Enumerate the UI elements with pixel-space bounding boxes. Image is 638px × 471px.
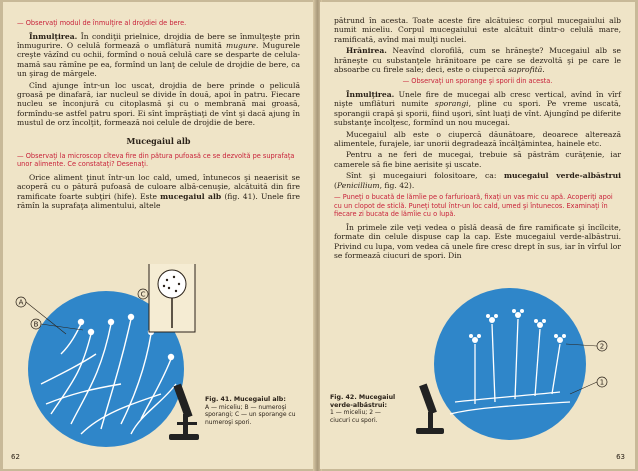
- paragraph-text: .: [542, 65, 545, 75]
- paragraph-text: Unele fire de mucegai alb cresc vertical, avînd în vîrf nişte umflături numite: [334, 90, 621, 109]
- paragraph-mycelium: pătrund în acesta. Toate aceste fire alcătuiesc corpul mucegaiului alb numit miceliu. Corpul mucegaiului este alcătuit dintr-o celulă mare, ramificată, avînd mai mulţi nuclei.: [334, 16, 621, 44]
- label-1: 1: [599, 378, 605, 387]
- italic-term: mugure: [226, 41, 256, 50]
- italic-term: saprofită: [508, 65, 543, 75]
- figure-41-caption: [205, 396, 301, 426]
- figure-42-illustration: [380, 284, 630, 444]
- label-2: 2: [599, 342, 605, 351]
- paragraph-text: Sînt şi mucegaiuri folositoare, ca:: [346, 171, 504, 181]
- paragraph-lead: Înmulţirea.: [29, 31, 78, 41]
- observation-note-4: — Puneţi o bucată de lămîie pe o farfurioară, fixaţi un vas mic cu apă. Acoperiţi apoi cu un clopot de sticlă. Puneţi totul într-un loc cald, umed şi întunecos. Examinaţi în fiecare zi bucata de lămîie cu o lupă.: [334, 193, 613, 219]
- italic-term: sporangi: [434, 99, 469, 109]
- paragraph-harmful: Mucegaiul alb este o ciupercă dăunătoare, deoarece alterează alimentele, furajele, iar unorii degradează încălţămintea, hainele etc.: [334, 129, 621, 149]
- penicillium-circle: [434, 288, 586, 440]
- bold-term: mucegaiul alb: [160, 191, 222, 201]
- label-a: A: [18, 298, 24, 307]
- figure-42-caption: [330, 394, 400, 424]
- observation-note-3: — Observaţi un sporange şi sporii din acesta.: [402, 77, 553, 86]
- paragraph-useful-molds: [334, 171, 621, 190]
- paragraph-lead: Hrănirea.: [346, 46, 387, 56]
- page-number-left: 62: [11, 453, 20, 461]
- paragraph-feeding: [334, 46, 621, 74]
- paragraph-text: Neavînd clorofilă, cum se hrăneşte? Mucegaiul alb se hrăneşte cu substanţele hrănitoare pe care se dezvoltă şi pe care le absoarbe cu firele sale; deci, este o ciupercă: [334, 46, 621, 75]
- label-b: B: [33, 320, 39, 329]
- paragraph-reproduction: [334, 90, 621, 128]
- caption-title: Fig. 42. Mucegaiul verde-albăstrui:: [330, 394, 396, 409]
- paragraph-prevention: Pentru a ne feri de mucegai, trebuie să păstrăm curăţenie, iar camerele să fie bine aerisite şi uscate.: [334, 150, 621, 169]
- paragraph-text: În condiţii prielnice, drojdia de bere se înmulţeşte prin înmugurire. O celulă formează o umflătură numită: [17, 31, 300, 50]
- paragraph-spores: Cînd ajunge într-un loc uscat, drojdia de bere prinde o peliculă groasă pe dinafară, iar nucleul se divide în două, apoi în patru. Fiecare nucleu se înconjură cu citoplasmă şi cu o membrană mai groasă, formîndu-se astfel patru spori. Ei sînt împrăştiaţi de vînt şi dacă ajung în mustul de orz încolţit, formează noi celule de drojdie de bere.: [17, 80, 300, 128]
- paragraph-text: , fig. 42).: [379, 180, 415, 190]
- bold-term: mucegaiul verde-albăstrui: [503, 171, 621, 181]
- sporangium-icon: [158, 270, 186, 298]
- paragraph-text: (: [334, 180, 337, 190]
- paragraph-penicillium: În primele zile veţi vedea o pîslă deasă de fire ramificate şi încîlcite, formate din celule dispuse cap la cap. Este mucegaiul verde-albăstrui. Privind cu lupa, vom vedea că unele fire cresc drept în sus, iar în vîrful lor se formează ciucuri de spori. Din: [334, 222, 621, 261]
- caption-title: Fig. 41. Mucegaiul alb:: [205, 396, 286, 403]
- paragraph-lead: Înmulţirea.: [346, 90, 395, 100]
- observation-note-2: — Observaţi la microscop cîteva fire din pătura pufoasă ce se dezvoltă pe suprafaţa unor alimente. Ce constataţi? Desenaţi.: [17, 151, 295, 169]
- paragraph-text: (fig. 41). Unele fire rămîn la suprafaţa alimentului, altele: [17, 191, 300, 211]
- italic-term: Penicillium: [336, 180, 380, 190]
- label-c: C: [140, 290, 146, 299]
- paragraph-text: . Mugurele creşte văzînd cu ochii, formînd o nouă celulă care se desparte de celula-mamă sau rămîne pe ea, formînd un lanţ de celule de drojdie de bere, ca un şirag de mărgele.: [17, 41, 300, 79]
- left-page: [3, 2, 315, 469]
- observation-note-1: — Observaţi modul de înmulţire al drojdiei de bere.: [17, 19, 187, 27]
- caption-body: 1 — miceliu; 2 — ciucuri cu spori.: [330, 409, 381, 424]
- paragraph-text: Orice aliment ţinut într-un loc cald, umed, întunecos şi neaerisit se acoperă cu o pătură pufoasă de culoare albă-cenuşie, alcătuită din fire ramificate foarte subţiri (hife). Este: [17, 172, 300, 201]
- paragraph-text: , pline cu spori. Pe vreme uscată, sporangii crapă şi sporii, fiind uşori, sînt luaţi de vînt. Ajungînd pe diferite substanţe încolţesc, formînd un nou mucegai.: [334, 99, 621, 128]
- paragraph-budding: [17, 32, 300, 79]
- caption-body: A — miceliu; B — numeroşi sporangi; C — un sporange cu numeroşi spori.: [205, 403, 296, 426]
- paragraph-white-mold: [17, 173, 300, 211]
- page-number-right: 63: [616, 453, 625, 461]
- right-page: [320, 2, 635, 469]
- section-heading: Mucegaiul alb: [126, 135, 191, 146]
